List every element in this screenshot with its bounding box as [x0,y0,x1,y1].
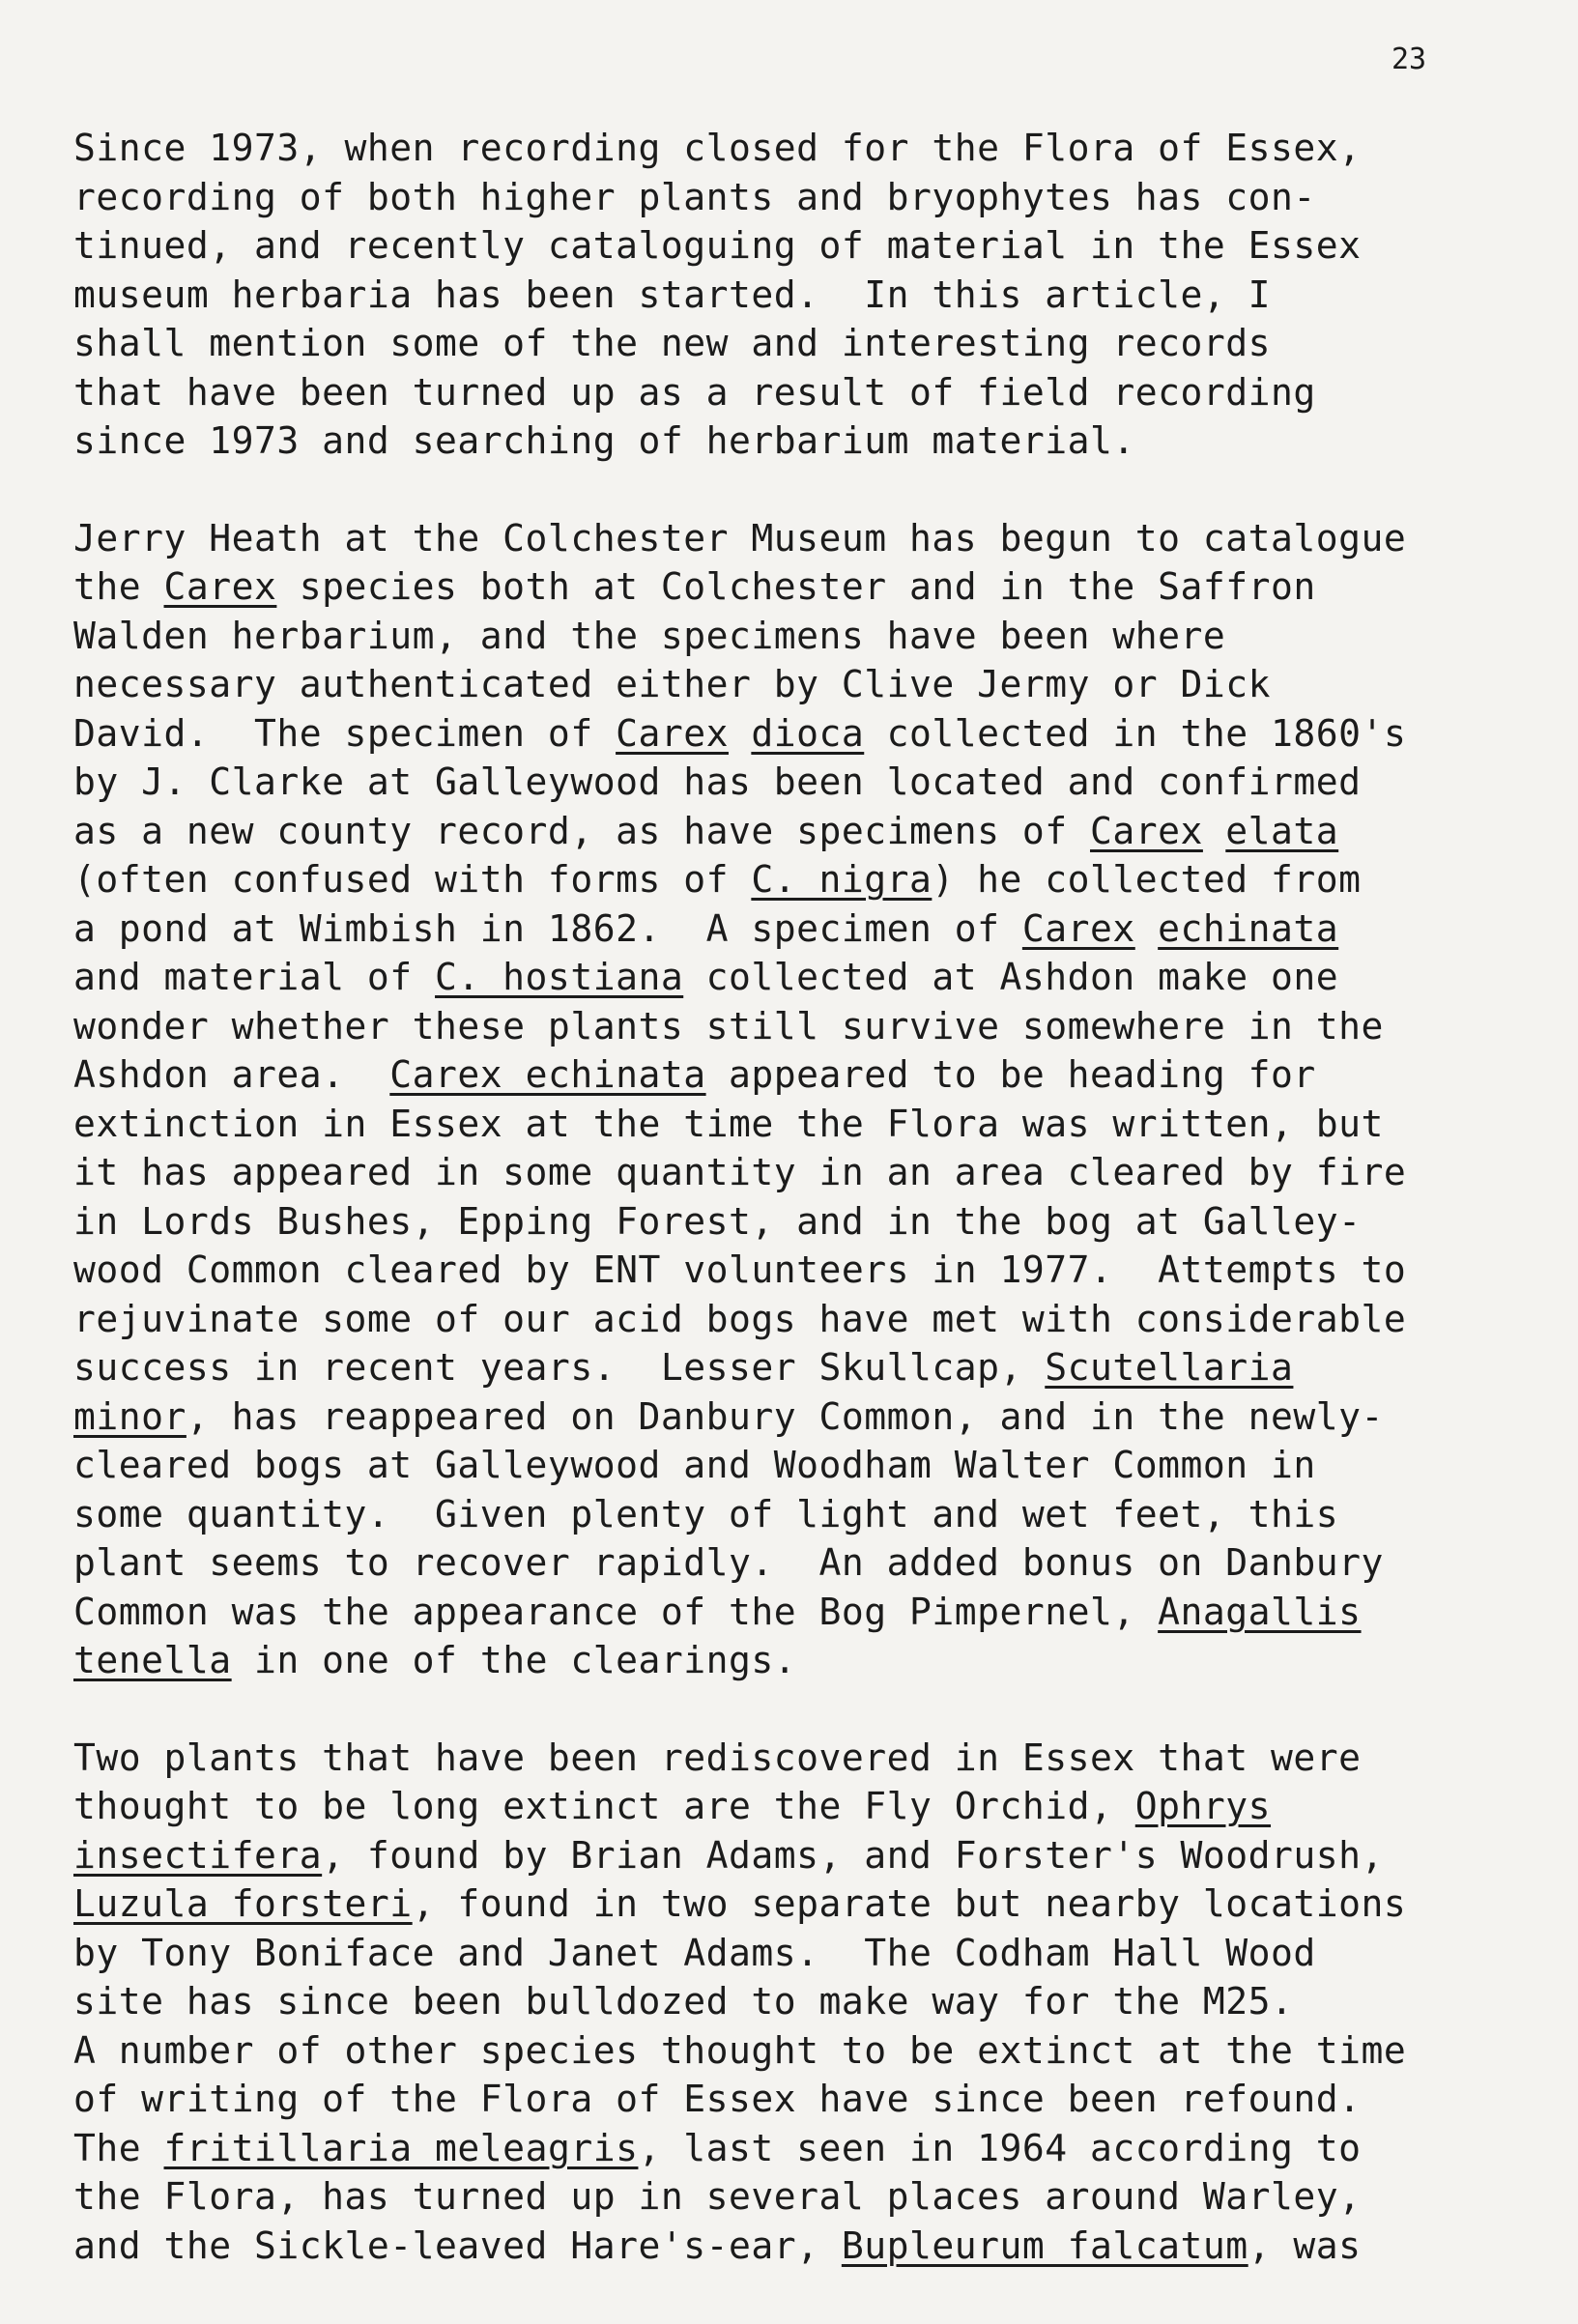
text-line [73,1929,1542,1978]
text-line [73,2075,1542,2124]
text-segment: Walden herbarium, and the specimens have been where [73,614,1226,657]
text-line [73,660,1542,709]
underlined-species-name: elata [1225,809,1339,852]
text-line [73,1782,1542,1831]
text-segment: success in recent years. Lesser Skullcap, [73,1346,1046,1389]
text-line [73,1879,1542,1929]
underlined-species-name: minor [73,1394,186,1438]
text-line [73,1538,1542,1588]
text-segment: as a new county record, as have specimens of [73,809,1091,852]
text-line [73,904,1542,954]
text-segment: a pond at Wimbish in 1862. A specimen of [73,906,1022,950]
underlined-species-name: Carex [616,711,729,755]
text-segment: of writing of the Flora of Essex have since been refound. [73,2078,1362,2120]
text-segment [729,712,751,755]
underlined-species-name: echinata [1158,906,1339,950]
text-line [73,1441,1542,1490]
underlined-species-name: insectifera [73,1833,323,1877]
text-line [73,855,1542,904]
underlined-species-name: Carex [1090,809,1203,852]
text-line [73,2026,1542,2076]
text-segment: collected in the 1860's [864,711,1407,755]
text-segment: , was [1248,2224,1362,2267]
text-line [73,2124,1542,2173]
text-line [73,1392,1542,1442]
text-line [73,612,1542,661]
text-segment: rejuvinate some of our acid bogs have met with considerable [73,1297,1407,1340]
text-segment: some quantity. Given plenty of light and wet feet, this [73,1492,1339,1535]
page-number: 23 [1392,43,1427,76]
text-segment: it has appeared in some quantity in an area cleared by fire [73,1151,1407,1193]
text-segment: , has reappeared on Danbury Common, and in the newly- [186,1394,1384,1438]
text-segment: , found in two separate but nearby locations [412,1882,1407,1925]
text-segment: site has since been bulldozed to make way for the M25. [73,1980,1294,2023]
text-line [73,221,1542,271]
text-segment: ) he collected from [932,858,1362,901]
text-segment: and the Sickle-leaved Hare's-ear, [73,2224,842,2267]
text-line [73,562,1542,612]
text-segment: in Lords Bushes, Epping Forest, and in the bog at Galley- [73,1199,1362,1243]
text-line [73,953,1542,1002]
text-segment: , found by Brian Adams, and Forster's Woodrush, [322,1833,1384,1877]
text-segment: plant seems to recover rapidly. An added bonus on Danbury [73,1541,1384,1584]
text-line [73,1831,1542,1880]
underlined-species-name: Scutellaria [1045,1346,1294,1389]
text-segment: Since 1973, when recording closed for the Flora of Essex, [73,127,1362,169]
underlined-species-name: dioca [751,711,865,755]
text-segment: Ashdon area. [73,1053,390,1096]
text-segment: by Tony Boniface and Janet Adams. The Codham Hall Wood [73,1931,1316,1974]
text-line [73,1197,1542,1247]
text-segment: necessary authenticated either by Clive Jermy or Dick [73,663,1272,705]
underlined-species-name: C. nigra [751,858,932,901]
underlined-species-name: fritillaria meleagris [163,2126,639,2169]
text-segment: the Flora, has turned up in several places around Warley, [73,2175,1362,2218]
text-line [73,807,1542,856]
text-line [73,709,1542,759]
underlined-species-name: Anagallis [1158,1590,1362,1633]
text-line [73,1343,1542,1392]
article-body [73,124,1542,2318]
text-segment: species both at Colchester and in the Saffron [276,565,1316,608]
text-segment: and material of [73,956,436,998]
text-segment: cleared bogs at Galleywood and Woodham Walter Common in [73,1444,1316,1486]
paragraph [73,514,1542,1685]
underlined-species-name: Luzula forsteri [73,1882,413,1925]
text-line [73,514,1542,563]
text-line [73,271,1542,320]
text-segment: since 1973 and searching of herbarium material. [73,419,1135,462]
text-line [73,1100,1542,1149]
text-line [73,758,1542,807]
text-line [73,1148,1542,1197]
text-line [73,1246,1542,1295]
text-line [73,1977,1542,2026]
paragraph [73,1734,1542,2271]
text-segment: The [73,2126,164,2169]
text-segment: (often confused with forms of [73,858,752,901]
text-segment: appeared to be heading for [705,1053,1316,1096]
text-segment: Common was the appearance of the Bog Pimpernel, [73,1590,1159,1633]
text-segment: wonder whether these plants still survive somewhere in the [73,1004,1384,1047]
text-line [73,368,1542,417]
text-segment: thought to be long extinct are the Fly Orchid, [73,1785,1135,1827]
paragraph [73,124,1542,466]
text-line [73,1490,1542,1539]
text-segment: Jerry Heath at the Colchester Museum has begun to catalogue [73,516,1407,559]
text-line [73,1588,1542,1637]
text-segment: A number of other species thought to be extinct at the time [73,2028,1407,2072]
underlined-species-name: tenella [73,1639,232,1681]
text-line [73,1636,1542,1685]
text-line [73,124,1542,173]
text-line [73,416,1542,466]
underlined-species-name: C. hostiana [435,956,684,998]
text-segment: , last seen in 1964 according to [638,2126,1362,2169]
text-segment [1135,907,1158,950]
text-segment: by J. Clarke at Galleywood has been located and confirmed [73,760,1362,803]
text-segment: recording of both higher plants and bryophytes has con- [73,175,1316,218]
text-line [73,319,1542,368]
text-line [73,1002,1542,1051]
underlined-species-name: Carex echinata [389,1053,706,1096]
text-segment [1203,810,1225,852]
text-line [73,1050,1542,1100]
text-segment: wood Common cleared by ENT volunteers in 1977. Attempts to [73,1248,1407,1291]
text-line [73,1734,1542,1783]
text-segment: extinction in Essex at the time the Flora was written, but [73,1102,1384,1145]
underlined-species-name: Carex [163,565,277,608]
text-segment: Two plants that have been rediscovered in Essex that were [73,1736,1362,1779]
underlined-species-name: Bupleurum falcatum [841,2224,1248,2267]
text-segment: the [73,565,164,608]
text-segment: that have been turned up as a result of field recording [73,370,1316,414]
text-line [73,2222,1542,2271]
text-segment: David. The specimen of [73,711,617,755]
text-line [73,1295,1542,1344]
underlined-species-name: Ophrys [1134,1785,1272,1827]
text-segment: museum herbaria has been started. In this article, I [73,273,1272,316]
text-line [73,173,1542,222]
text-segment: tinued, and recently cataloguing of material in the Essex [73,224,1362,267]
text-segment: collected at Ashdon make one [683,956,1339,998]
text-segment: shall mention some of the new and interesting records [73,322,1272,364]
text-line [73,2172,1542,2222]
underlined-species-name: Carex [1021,906,1135,950]
text-segment: in one of the clearings. [231,1639,797,1681]
